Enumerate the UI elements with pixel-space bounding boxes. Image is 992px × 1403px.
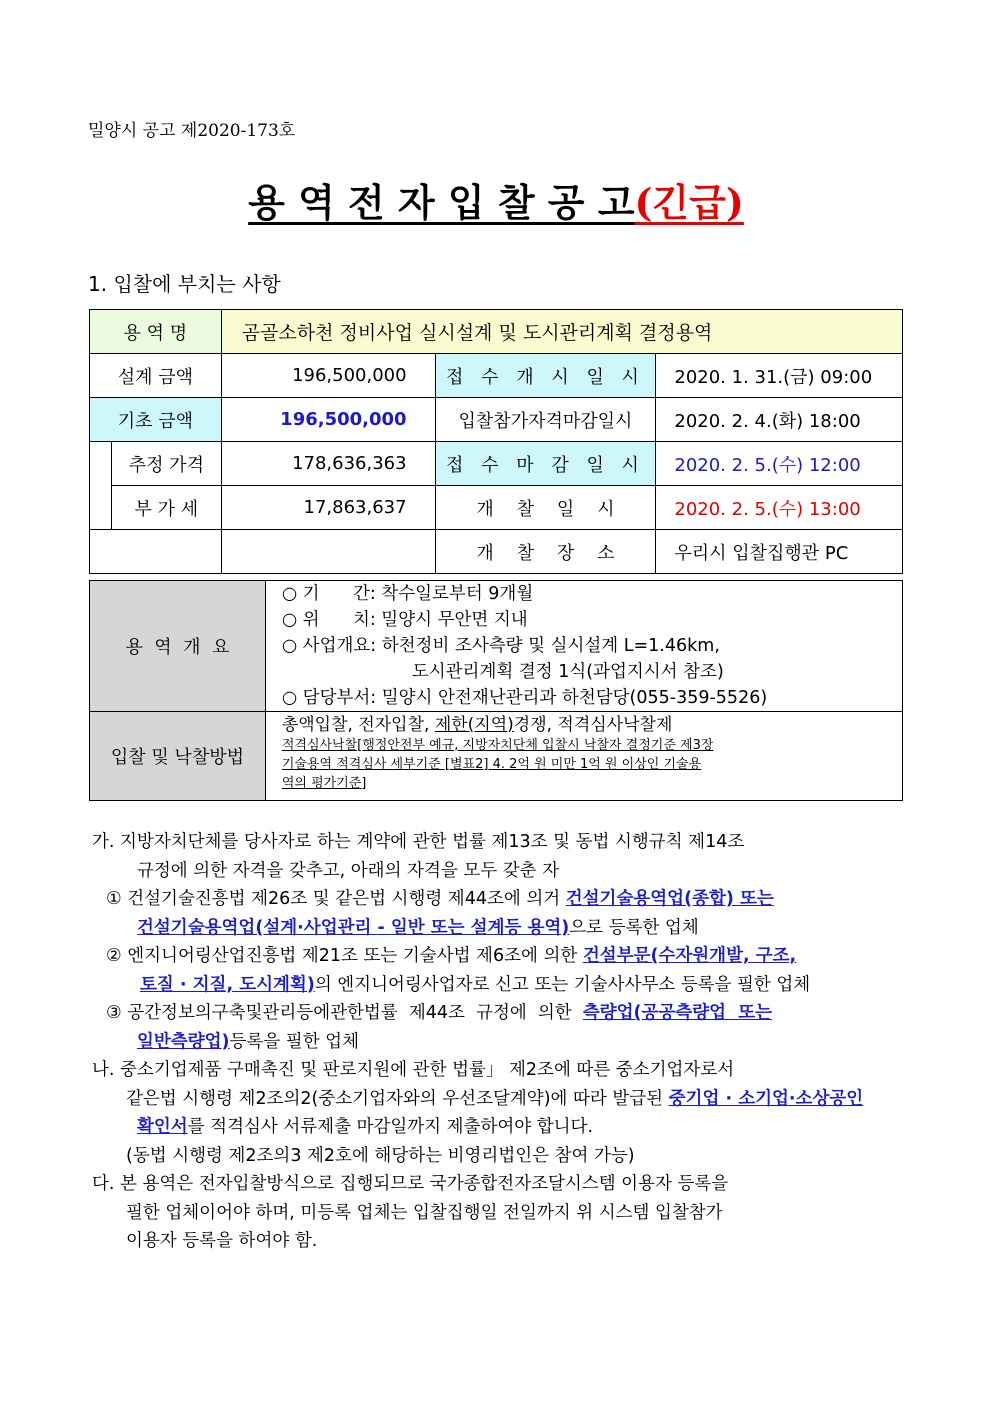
item-c2-cont	[92, 971, 922, 1000]
na-text: 를 적격심사 서류제출 마감일까지 제출하여야 합니다.	[187, 1117, 594, 1137]
est-price: 178,636,363	[221, 442, 435, 486]
design-amount: 196,500,000	[221, 354, 435, 398]
item-da-cont2: 이용자 등록을 하여야 함.	[126, 1231, 318, 1251]
item-na-cont	[92, 1085, 922, 1114]
vat: 17,863,637	[221, 486, 435, 530]
item-c3-cont	[92, 1028, 922, 1057]
item-na: 나. 중소기업제품 구매촉진 및 판로지원에 관한 법률」 제2조에 따른 중소기업자로서	[92, 1060, 735, 1080]
overview-period: ○ 기 간: 착수일로부터 9개월	[281, 584, 534, 604]
section-heading: 1. 입찰에 부치는 사항	[88, 272, 281, 296]
item-c1	[92, 885, 922, 914]
design-amount-label: 설계 금액	[90, 354, 222, 398]
method-text: 총액입찰, 전자입찰,	[281, 715, 435, 735]
item-c2	[92, 942, 922, 971]
service-name: 곰골소하천 정비사업 실시설계 및 도시관리계획 결정용역	[221, 310, 902, 354]
na-link[interactable]: 중기업 · 소기업·소상공인	[668, 1088, 864, 1109]
method-label: 입찰 및 낙찰방법	[90, 712, 266, 801]
overview-department: ○ 담당부서: 밀양시 안전재난관리과 하천담당(055-359-5526)	[281, 688, 768, 708]
overview-summary-cont: 도시관리계획 결정 1식(과업지시서 참조)	[411, 662, 724, 682]
c3-link-cont[interactable]: 일반측량업)	[137, 1031, 230, 1052]
table-row	[90, 581, 903, 712]
opening-place-label: 개 찰 장 소	[435, 530, 656, 574]
c1-link-cont[interactable]: 건설기술용역업(설계·사업관리 - 일반 또는 설계등 용역)	[137, 917, 570, 938]
service-name-label: 용 역 명	[90, 310, 222, 354]
empty-cell	[221, 530, 435, 574]
table-row	[90, 486, 903, 530]
method-content	[265, 712, 902, 801]
table-row	[90, 354, 903, 398]
item-ga-cont: 규정에 의한 자격을 갖추고, 아래의 자격을 모두 갖춘 자	[137, 860, 559, 881]
base-amount-label: 기초 금액	[90, 398, 222, 442]
table-row	[90, 310, 903, 354]
item-da-cont: 필한 업체이어야 하며, 미등록 업체는 입찰집행일 전일까지 위 시스템 입찰참가	[126, 1202, 723, 1223]
na-text: 같은법 시행령 제2조의2(중소기업자와의 우선조달계약)에 따라 발급된	[126, 1088, 669, 1109]
item-c1-cont	[92, 914, 922, 943]
title-main: 용 역 전 자 입 찰 공 고	[248, 180, 635, 225]
overview-content	[265, 581, 902, 712]
overview-location: ○ 위 치: 밀양시 무안면 지내	[281, 610, 528, 630]
table-row	[90, 530, 903, 574]
method-restricted: 제한(지역)	[434, 715, 514, 735]
c3-text: ③ 공간정보의구축및관리등에관한법률 제44조 규정에 의한	[106, 1003, 583, 1023]
table-row	[90, 712, 903, 801]
overview-table	[89, 580, 903, 801]
receipt-end-label: 접 수 마 감 일 시	[435, 442, 656, 486]
vat-label: 부 가 세	[111, 486, 221, 530]
title-urgent: (긴급)	[634, 180, 744, 225]
item-na-note: (동법 시행령 제2조의3 제2호에 해당하는 비영리법인은 참여 가능)	[126, 1145, 635, 1166]
na-link-cont[interactable]: 확인서	[137, 1117, 188, 1137]
c1-text: 으로 등록한 업체	[569, 917, 699, 938]
receipt-start-label: 접 수 개 시 일 시	[435, 354, 656, 398]
item-ga: 가. 지방자치단체를 당사자로 하는 계약에 관한 법률 제13조 및 동법 시행규칙 제14조	[92, 832, 745, 852]
c2-text: 의 엔지니어링사업자로 신고 또는 기술사사무소 등록을 필한 업체	[314, 974, 811, 995]
requirements	[92, 828, 922, 1256]
c3-text: 등록을 필한 업체	[229, 1031, 359, 1052]
method-line3: 기술용역 적격심사 세부기준 [별표2] 4. 2억 원 미만 1억 원 이상인 기술용	[281, 757, 702, 772]
item-c3	[92, 999, 922, 1028]
table-row	[90, 398, 903, 442]
overview-label: 용 역 개 요	[90, 581, 266, 712]
empty-cell	[90, 530, 222, 574]
opening-label: 개 찰 일 시	[435, 486, 656, 530]
qual-deadline-label: 입찰참가자격마감일시	[435, 398, 656, 442]
table-row	[90, 442, 903, 486]
indent-cell	[90, 442, 112, 530]
c1-text: ① 건설기술진흥법 제26조 및 같은법 시행령 제44조에 의거	[106, 889, 566, 909]
opening-place: 우리시 입찰집행관 PC	[656, 530, 903, 574]
c2-text: ② 엔지니어링산업진흥법 제21조 또는 기술사법 제6조에 의한	[106, 946, 583, 966]
c2-link-cont[interactable]: 토질 · 지질, 도시계획)	[140, 974, 315, 995]
receipt-end: 2020. 2. 5.(수) 12:00	[656, 442, 903, 486]
c3-link[interactable]: 측량업(공공측량업 또는	[582, 1003, 773, 1023]
method-text: 경쟁, 적격심사낙찰제	[513, 715, 673, 735]
notice-number: 밀양시 공고 제2020-173호	[88, 121, 296, 141]
item-na-cont2	[92, 1113, 922, 1142]
item-da: 다. 본 용역은 전자입찰방식으로 집행되므로 국가종합전자조달시스템 이용자 등록을	[92, 1174, 729, 1194]
c1-link[interactable]: 건설기술용역업(종합) 또는	[565, 889, 774, 909]
qual-deadline: 2020. 2. 4.(화) 18:00	[656, 398, 903, 442]
base-amount: 196,500,000	[221, 398, 435, 442]
method-line1	[282, 714, 902, 736]
receipt-start: 2020. 1. 31.(금) 09:00	[656, 354, 903, 398]
overview-summary: ○ 사업개요: 하천정비 조사측량 및 실시설계 L=1.46km,	[281, 636, 720, 656]
est-price-label: 추정 가격	[111, 442, 221, 486]
method-line2: 적격심사낙찰[행정안전부 예규, 지방자치단체 입찰시 낙찰자 결정기준 제3장	[281, 738, 714, 753]
c2-link[interactable]: 건설부문(수자원개발, 구조,	[582, 946, 797, 966]
method-line4: 역의 평가기준]	[281, 776, 367, 791]
bid-info-table	[89, 309, 903, 574]
opening-datetime: 2020. 2. 5.(수) 13:00	[656, 486, 903, 530]
page-title	[0, 172, 992, 227]
